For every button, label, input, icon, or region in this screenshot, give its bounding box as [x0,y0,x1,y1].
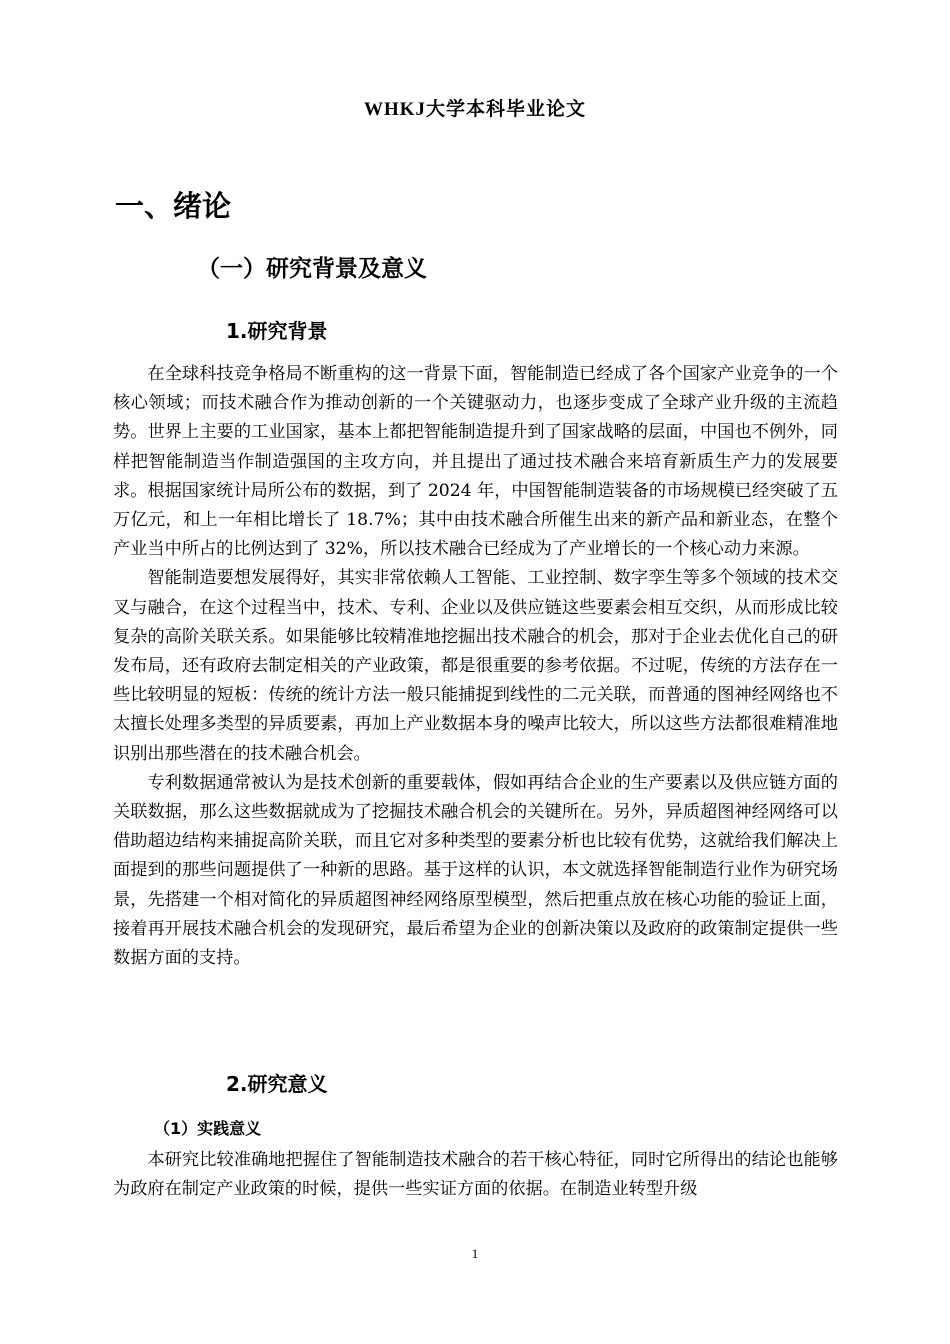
significance-body [113,1146,838,1204]
page-number: 1 [471,1246,479,1261]
paragraph: 专利数据通常被认为是技术创新的重要载体，假如再结合企业的生产要素以及供应链方面的关联数据，那么这些数据就成为了挖掘技术融合机会的关键所在。另外，异质超图神经网络可以借助超边结构来捕捉高阶关联，而且它对多种类型的要素分析也比较有优势，这就给我们解决上面提到的那些问题提供了一种新的思路。基于这样的认识，本文就选择智能制造行业作为研究场景，先搭建一个相对简化的异质超图神经网络原型模型，然后把重点放在核心功能的验证上面，接着再开展技术融合机会的发现研究，最后希望为企业的创新决策以及政府的政策制定提供一些数据方面的支持。 [113,772,838,969]
item-title-practical: （1）实践意义 [154,1119,262,1138]
running-header: WHKJ大学本科毕业论文 [363,99,587,120]
paragraph: 在全球科技竞争格局不断重构的这一背景下面，智能制造已经成了各个国家产业竞争的一个核心领域；而技术融合作为推动创新的一个关键驱动力，也逐步变成了全球产业升级的主流趋势。世界上主要的工业国家，基本上都把智能制造提升到了国家战略的层面，中国也不例外，同样把智能制造当作制造强国的主攻方向，并且提出了通过技术融合来培育新质生产力的发展要求。根据国家统计局所公布的数据，到了 2024 年，中国智能制造装备的市场规模已经突破了五万亿元，和上一年相比增长了 18.7%；其中由技术融合所催生出来的新产品和新业态，在整个产业当中所占的比例达到了 32%，所以技术融合已经成为了产业增长的一个核心动力来源。 [113,364,838,560]
subsection-title-significance: 2.研究意义 [226,1072,328,1096]
subsection-title-background: 1.研究背景 [226,319,328,343]
paragraph: 本研究比较准确地把握住了智能制造技术融合的若干核心特征，同时它所得出的结论也能够为政府在制定产业政策的时候，提供一些实证方面的依据。在制造业转型升级 [113,1150,838,1200]
chapter-title: 一、绪论 [115,189,232,223]
section-title: （一）研究背景及意义 [197,256,427,282]
background-body [113,360,838,973]
paragraph: 智能制造要想发展得好，其实非常依赖人工智能、工业控制、数字孪生等多个领域的技术交叉与融合，在这个过程当中，技术、专利、企业以及供应链这些要素会相互交织，从而形成比较复杂的高阶关联关系。如果能够比较精准地挖掘出技术融合的机会，那对于企业去优化自己的研发布局，还有政府去制定相关的产业政策，都是很重要的参考依据。不过呢，传统的方法存在一些比较明显的短板：传统的统计方法一般只能捕捉到线性的二元关联，而普通的图神经网络也不太擅长处理多类型的异质要素，再加上产业数据本身的噪声比较大，所以这些方法都很难精准地识别出那些潜在的技术融合机会。 [113,568,838,764]
